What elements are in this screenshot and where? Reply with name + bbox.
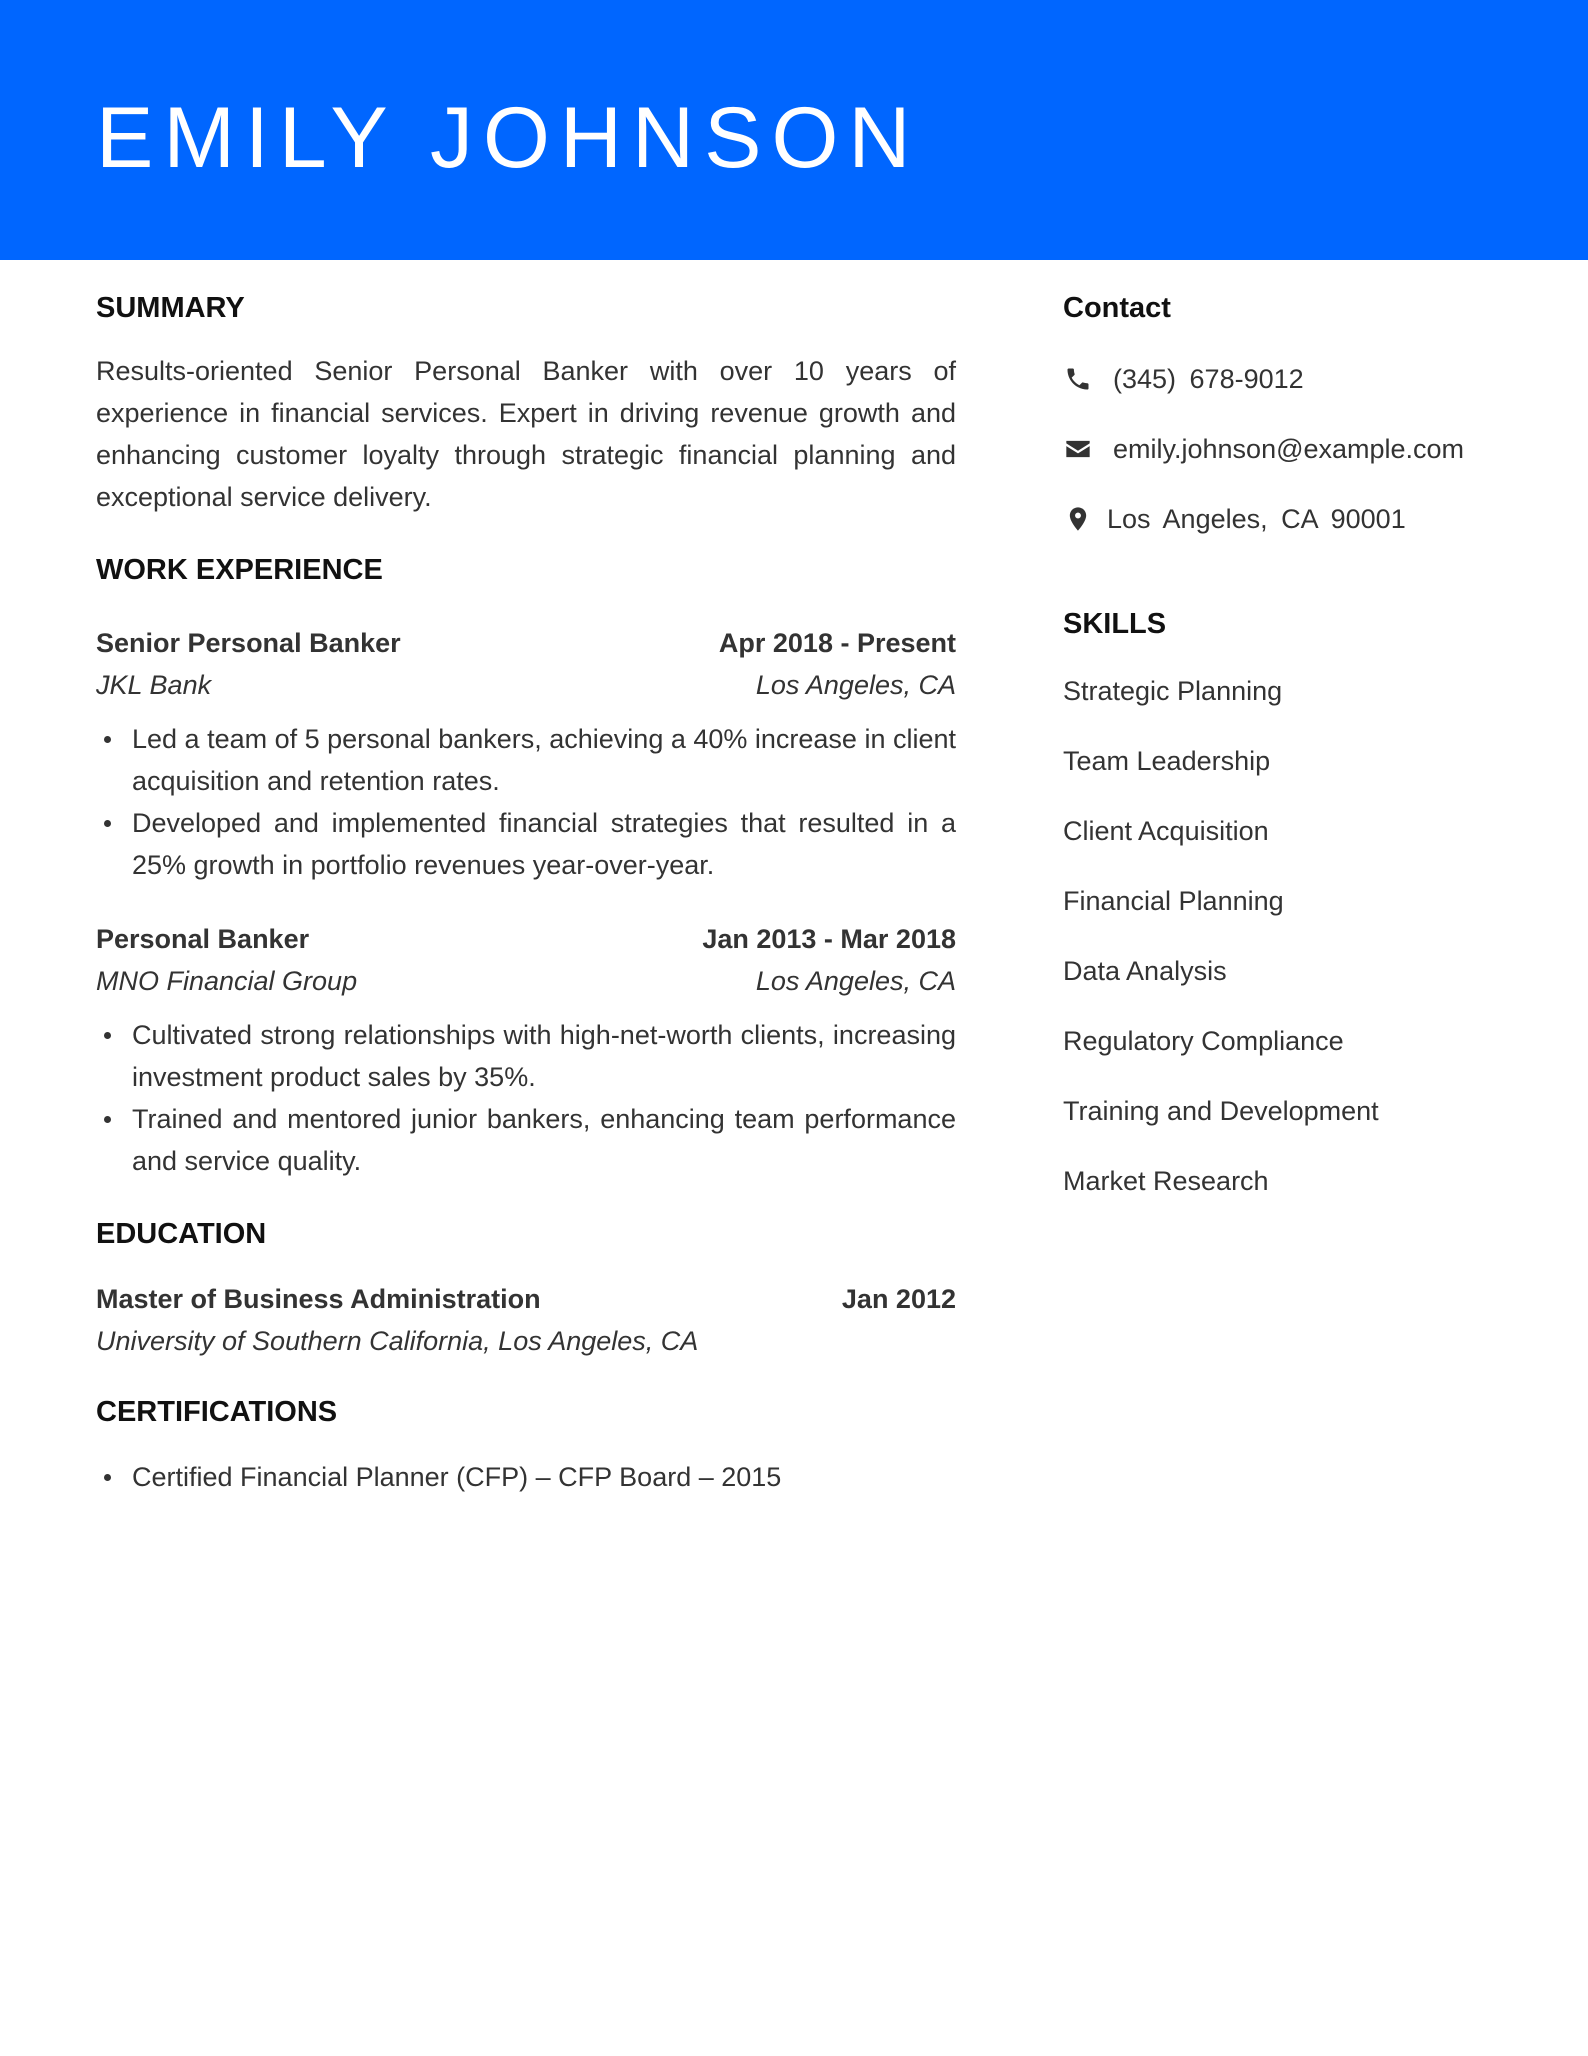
summary-text: Results-oriented Senior Personal Banker with over 10 years of experience in financial services. Expert in driving revenue growth and enhancing customer loyalty through strategic financial planning and exceptional service delivery.: [96, 356, 956, 512]
job-bullets: [96, 1014, 956, 1182]
skill-item: Market Research: [1063, 1166, 1269, 1196]
location-text: Los Angeles, CA 90001: [1107, 503, 1406, 534]
certification-item: Certified Financial Planner (CFP) – CFP Board – 2015: [96, 1456, 956, 1498]
job-location: Los Angeles, CA: [755, 966, 956, 996]
degree: Master of Business Administration: [96, 1284, 541, 1314]
job-bullet: Cultivated strong relationships with high-net-worth clients, increasing investment product sales by 35%.: [96, 1014, 956, 1098]
skill-item: Client Acquisition: [1063, 816, 1269, 846]
skill-item: Team Leadership: [1063, 746, 1271, 776]
job-dates: Apr 2018 - Present: [718, 628, 956, 658]
skill-item: Training and Development: [1063, 1096, 1379, 1126]
skill-item: Financial Planning: [1063, 886, 1284, 916]
summary-heading: SUMMARY: [96, 292, 245, 324]
job-title: Senior Personal Banker: [96, 628, 401, 658]
education-heading: EDUCATION: [96, 1218, 267, 1250]
job-dates: Jan 2013 - Mar 2018: [702, 924, 956, 954]
sidebar-column: [1063, 288, 1523, 1230]
map-marker-icon: [1063, 504, 1093, 534]
email-address[interactable]: emily.johnson@example.com: [1113, 433, 1465, 464]
phone-number: (345) 678-9012: [1113, 363, 1304, 394]
skills-heading: SKILLS: [1063, 608, 1167, 640]
skill-item: Regulatory Compliance: [1063, 1026, 1344, 1056]
candidate-name: EMILY JOHNSON: [96, 90, 921, 186]
phone-icon: [1063, 364, 1093, 394]
contact-phone: [1063, 358, 1523, 400]
certifications-list: [96, 1456, 956, 1498]
job-entry: [96, 918, 956, 1182]
job-company: JKL Bank: [96, 670, 212, 700]
main-column: [96, 288, 956, 1498]
job-title: Personal Banker: [96, 924, 310, 954]
school: University of Southern California, Los Angeles, CA: [96, 1326, 699, 1356]
job-bullet: Led a team of 5 personal bankers, achieving a 40% increase in client acquisition and retention rates.: [96, 718, 956, 802]
degree-date: Jan 2012: [841, 1284, 956, 1314]
job-company: MNO Financial Group: [96, 966, 358, 996]
job-location: Los Angeles, CA: [755, 670, 956, 700]
job-bullets: [96, 718, 956, 886]
certifications-heading: CERTIFICATIONS: [96, 1396, 338, 1428]
skill-item: Data Analysis: [1063, 956, 1227, 986]
contact-email: [1063, 428, 1523, 470]
contact-location: [1063, 498, 1523, 540]
envelope-icon: [1063, 434, 1093, 464]
job-bullet: Developed and implemented financial strategies that resulted in a 25% growth in portfolio revenues year-over-year.: [96, 802, 956, 886]
header-banner: [0, 0, 1588, 260]
contact-heading: Contact: [1063, 292, 1171, 324]
skill-item: Strategic Planning: [1063, 676, 1283, 706]
job-bullet: Trained and mentored junior bankers, enhancing team performance and service quality.: [96, 1098, 956, 1182]
work-experience-heading: WORK EXPERIENCE: [96, 554, 383, 586]
job-entry: [96, 622, 956, 886]
